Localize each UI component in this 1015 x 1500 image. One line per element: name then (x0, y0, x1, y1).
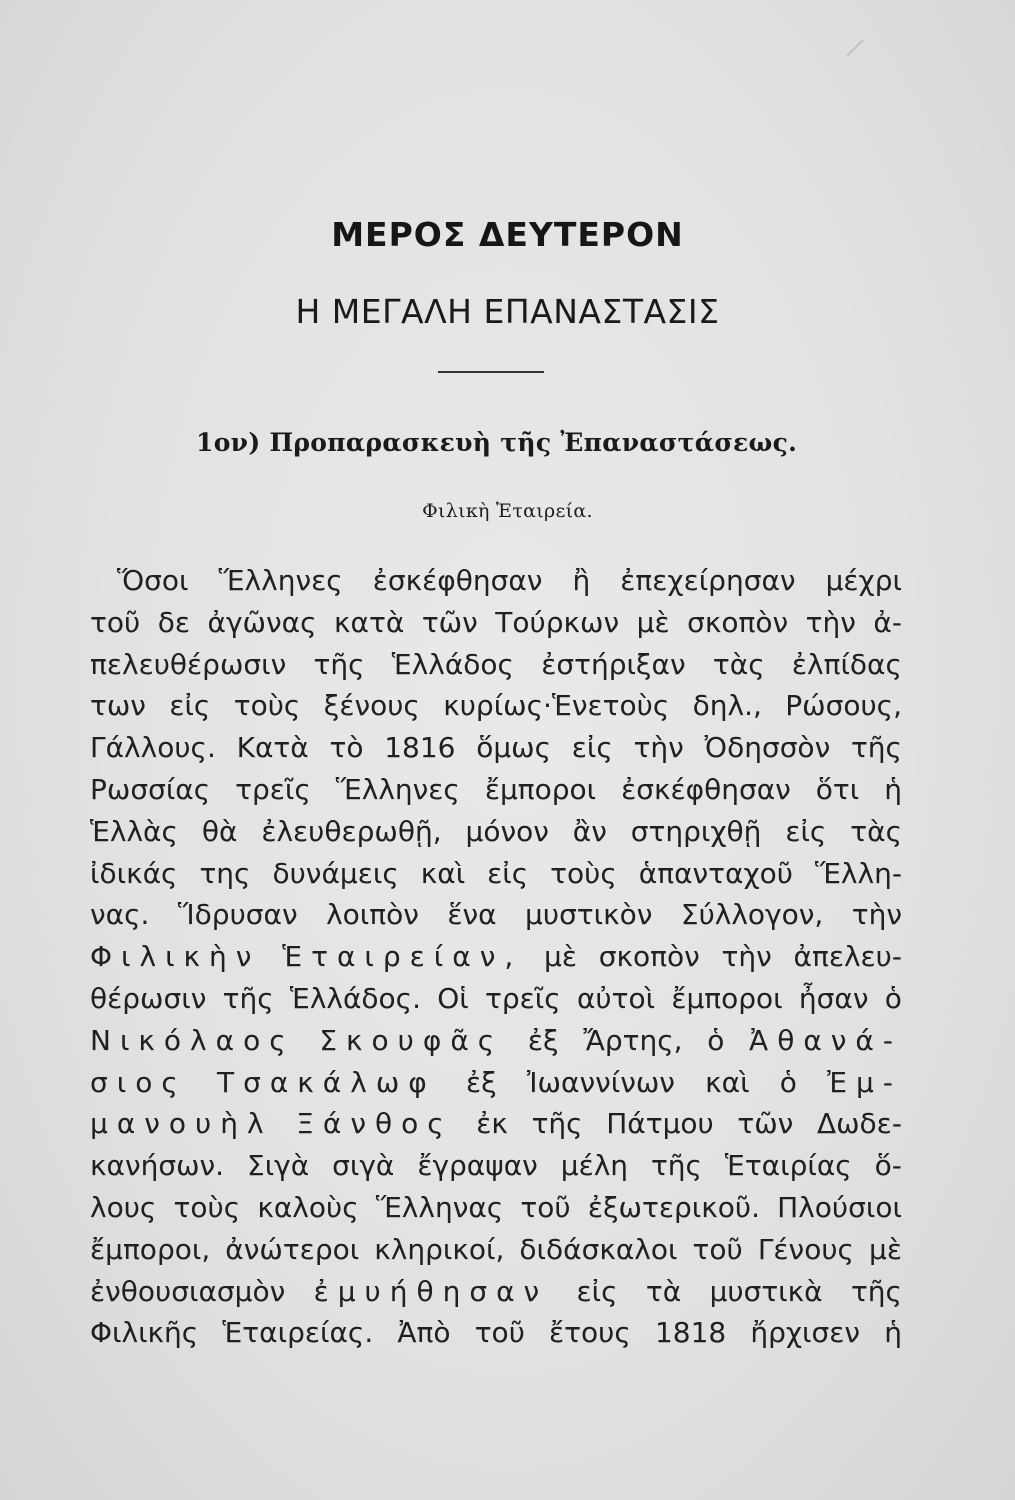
text-word: Γάλλους. (90, 731, 216, 765)
text-word: ἐπεχείρησαν (620, 564, 796, 597)
text-word: ἕνα (447, 898, 497, 932)
text-word: Ἕλληνες (218, 564, 343, 597)
text-word: Ἕλληνες (335, 772, 460, 806)
text-word: εἰς (487, 856, 529, 890)
text-word: ἡ (884, 1316, 902, 1350)
text-word: μὲ (869, 1232, 902, 1266)
text-word: ἦσαν (798, 981, 869, 1015)
text-word: Ἀπὸ (397, 1316, 451, 1350)
text-word: ἔμποροι (671, 981, 783, 1015)
text-word: ἔτους (549, 1316, 631, 1350)
text-line (90, 1103, 902, 1145)
text-word: τῆς (650, 1149, 702, 1183)
text-line (90, 1271, 902, 1313)
text-word: Κατὰ (236, 731, 309, 765)
text-word: κληρικοί, (374, 1232, 505, 1266)
text-word: διδάσκαλοι (519, 1232, 678, 1266)
text-word: ἀ- (873, 605, 902, 639)
text-word: θέρωσιν (90, 981, 207, 1015)
text-word: της (199, 856, 251, 890)
page-mark-icon (845, 38, 865, 58)
text-word: νας. (90, 898, 150, 932)
text-word: λοιπὸν (326, 898, 419, 932)
text-word: τὰς (850, 814, 902, 848)
text-word: τὴν (805, 605, 856, 639)
text-word: τοῦ (474, 1316, 525, 1350)
text-word: ὁ (884, 981, 902, 1015)
text-word: θὰ (201, 814, 238, 848)
text-word: Πάτμου (606, 1107, 714, 1141)
text-word: Ἑταιρίας (724, 1149, 852, 1183)
text-word: τῆς (222, 981, 274, 1015)
text-word: κυρίως·Ἑνετοὺς (443, 689, 670, 723)
text-word: Ἄρτης, (583, 1023, 683, 1057)
text-word: ἐλπίδας (791, 647, 902, 681)
text-word: τοὺς (173, 1190, 241, 1224)
text-word: ἐμυήθησαν (313, 1274, 549, 1308)
text-word: αὐτοὶ (576, 981, 656, 1015)
text-word: Ρωσσίας (90, 772, 211, 806)
text-word: ἐλευθερωθῇ, (261, 814, 442, 848)
text-word: κανήσων. (90, 1149, 225, 1183)
text-word: τὰ (645, 1274, 682, 1308)
text-word: ἔγραψαν (417, 1149, 538, 1183)
text-word: Οἱ (437, 981, 469, 1015)
text-word: καὶ (705, 1065, 750, 1099)
part-heading: ΜΕΡΟΣ ΔΕΥΤΕΡΟΝ (331, 215, 684, 254)
text-word: κατὰ (334, 605, 405, 639)
body-text (90, 560, 902, 1354)
text-word: τοὺς (550, 856, 617, 890)
text-word: μυστικὸν (525, 898, 653, 932)
text-word: Ὅσοι (117, 564, 189, 597)
section-title: 1ον) Προπαρασκευὴ τῆς Ἐπαναστάσεως. (196, 428, 798, 457)
text-word: Ἕλληνας (375, 1190, 504, 1224)
text-word: ἐξ (527, 1023, 559, 1057)
text-word: ὁ (707, 1023, 725, 1057)
text-word: ἰδικάς (90, 856, 178, 890)
text-word: τοῦ (90, 605, 141, 639)
text-word: ἤρχισεν (750, 1316, 861, 1350)
text-line (90, 1145, 902, 1187)
text-line (90, 560, 902, 602)
text-word: λους (90, 1190, 157, 1224)
text-word: εἰς (571, 731, 613, 765)
text-line (90, 685, 902, 727)
text-word: ἀγῶνας (207, 605, 317, 639)
text-word: ἔμποροι (484, 772, 597, 806)
text-line (90, 727, 902, 769)
text-word: ἢ (572, 564, 591, 597)
text-word: ἐκ (476, 1107, 508, 1141)
text-line (90, 1312, 902, 1354)
text-word: καλοὺς (257, 1190, 359, 1224)
text-word: Φιλικῆς (90, 1316, 199, 1350)
text-word: πελευθέρωσιν (90, 647, 287, 681)
text-word: Ἑλλὰς (90, 814, 178, 848)
text-word: Ἐμ- (827, 1065, 902, 1099)
text-word: Ἰωαννίνων (526, 1065, 675, 1099)
text-word: εἰς (576, 1274, 618, 1308)
text-word: ἐξ (465, 1065, 497, 1099)
text-word: Σύλλογον, (680, 898, 824, 932)
text-word: ἡ (884, 772, 902, 806)
text-word: τὴν (851, 898, 902, 932)
text-word: ἔμποροι, (90, 1232, 211, 1266)
text-line (90, 894, 902, 936)
text-line (90, 1187, 902, 1229)
text-word: τῶν (421, 605, 478, 639)
text-line (90, 769, 902, 811)
text-word: ὅ- (874, 1149, 902, 1183)
text-word: Πλούσιοι (777, 1190, 902, 1224)
text-line (90, 602, 902, 644)
text-word: τοὺς (233, 689, 301, 723)
text-word: μὲ (544, 940, 577, 974)
text-word: σκοπὸν (687, 605, 789, 639)
text-word: ἂν (572, 814, 607, 848)
text-word: δε (157, 605, 190, 639)
text-word: μὲ (636, 605, 670, 639)
text-word: μέλη (560, 1149, 629, 1183)
text-line (90, 811, 902, 853)
text-word: 1816 (384, 731, 456, 765)
text-word: 1818 (654, 1316, 727, 1350)
text-word: των (90, 689, 146, 723)
text-line (90, 1020, 902, 1062)
text-word: Ὀδησσὸν (704, 731, 831, 765)
text-word: Ἵδρυσαν (177, 898, 298, 932)
text-word: μυστικὰ (709, 1274, 823, 1308)
text-word: ἐστήριξαν (541, 647, 686, 681)
text-word: μόνον (465, 814, 549, 848)
text-word: ἐσκέφθησαν (621, 772, 791, 806)
text-word: στηριχθῇ (630, 814, 762, 848)
text-word: ἀπελευ- (793, 940, 902, 974)
text-word: σιγὰ (332, 1149, 395, 1183)
text-line (90, 1229, 902, 1271)
text-line (90, 1062, 902, 1104)
text-word: τὰς (712, 647, 765, 681)
text-word: Ξάνθος (296, 1107, 453, 1141)
text-word: τρεῖς (485, 981, 561, 1015)
text-word: ὅτι (815, 772, 860, 806)
text-word: Ρώσους, (785, 689, 902, 723)
title-divider (438, 371, 544, 373)
text-word: τῆς (531, 1107, 583, 1141)
text-word: τὴν (633, 731, 684, 765)
text-word: μέχρι (825, 564, 902, 597)
text-word: Δωδε- (816, 1107, 902, 1141)
text-word: Ἀθανά- (749, 1023, 902, 1057)
text-word: τῆς (313, 647, 365, 681)
text-word: εἰς (785, 814, 827, 848)
text-word: τοῦ (692, 1232, 743, 1266)
text-word: σκοπὸν (598, 940, 700, 974)
text-word: Ἑλλάδος (391, 647, 514, 681)
text-word: εἰς (169, 689, 211, 723)
text-word: Νικόλαος (90, 1023, 295, 1057)
text-word: τῶν (737, 1107, 794, 1141)
text-word: καὶ (420, 856, 466, 890)
text-word: τὴν (721, 940, 772, 974)
text-word: Ἑταιρείας. (222, 1316, 374, 1350)
text-word: ἐσκέφθησαν (372, 564, 543, 597)
text-word: Ἕλλη- (814, 856, 902, 890)
text-word: ἐνθουσιασμὸν (90, 1274, 286, 1308)
text-word: ἐξωτερικοῦ. (587, 1190, 760, 1224)
text-word: σιος (90, 1065, 187, 1099)
text-word: Ἑλλάδος. (289, 981, 422, 1015)
text-word: ὁ (779, 1065, 797, 1099)
text-word: ἁπανταχοῦ (638, 856, 793, 890)
main-title: Η ΜΕΓΑΛΗ ΕΠΑΝΑΣΤΑΣΙΣ (295, 292, 720, 331)
text-word: Φιλικὴν (90, 940, 261, 974)
text-word: ἀνώτεροι (225, 1232, 360, 1266)
text-word: τῆς (850, 731, 902, 765)
text-line (90, 978, 902, 1020)
text-word: τοῦ (520, 1190, 571, 1224)
text-word: ὅμως (476, 731, 552, 765)
text-word: Τσακάλωφ (217, 1065, 436, 1099)
text-word: μανουὴλ (90, 1107, 273, 1141)
text-word: δυνάμεις (272, 856, 399, 890)
text-word: τῆς (850, 1274, 902, 1308)
subsection-title: Φιλικὴ Ἑταιρεία. (422, 500, 593, 522)
text-word: Γένους (757, 1232, 854, 1266)
text-word: Ἑταιρείαν, (282, 940, 523, 974)
text-line (90, 644, 902, 686)
text-word: δηλ., (692, 689, 762, 723)
text-word: Τούρκων (495, 605, 620, 639)
text-word: ξένους (323, 689, 420, 723)
text-word: Σκουφᾶς (319, 1023, 504, 1057)
text-word: τρεῖς (235, 772, 311, 806)
text-line (90, 853, 902, 895)
text-word: Σιγὰ (247, 1149, 310, 1183)
text-word: τὸ (329, 731, 364, 765)
text-line (90, 936, 902, 978)
